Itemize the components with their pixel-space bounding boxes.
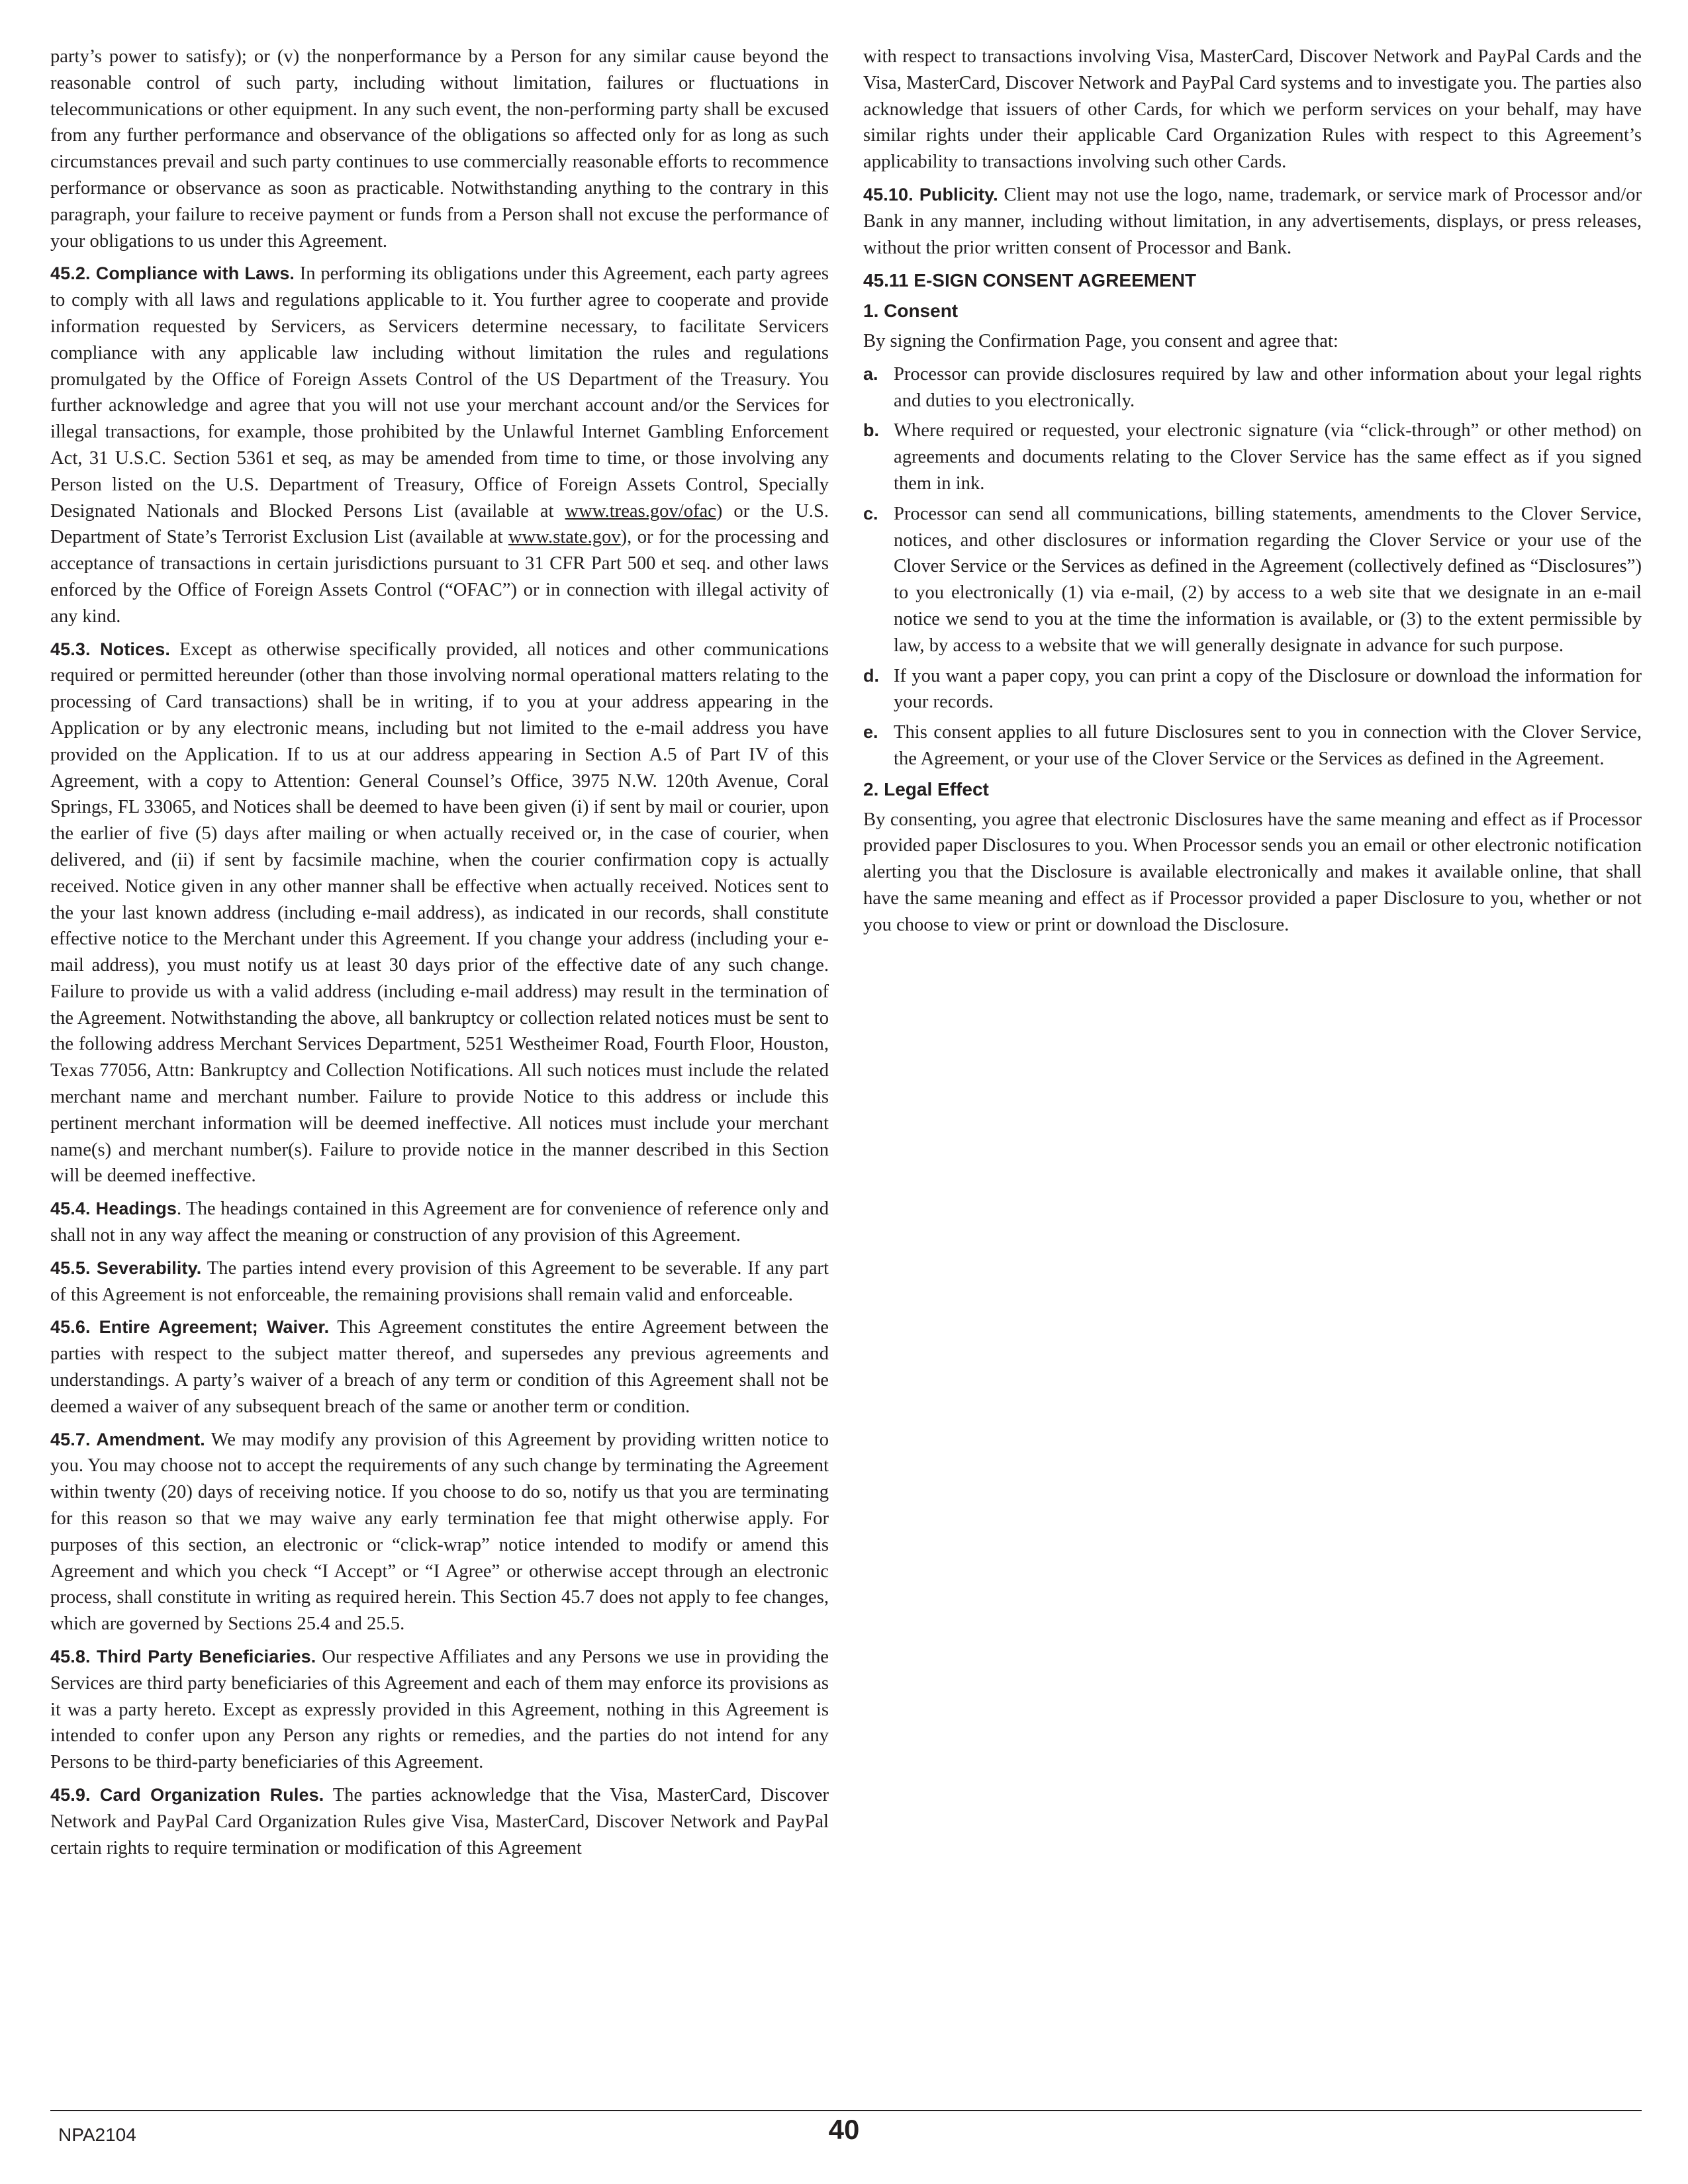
section-text: Client may not use the logo, name, trademark, or service mark of Processor and/or Bank in any manner, including without limitation, in any advertisements, displays, or press releases, without the prior written consent of Processor and Bank. — [863, 184, 1642, 258]
consent-list — [863, 361, 1642, 772]
document-code: NPA2104 — [58, 2124, 136, 2145]
legal-effect-heading: 2. Legal Effect — [863, 778, 989, 799]
list-marker: a. — [863, 363, 878, 384]
page-number: 40 — [828, 2114, 860, 2145]
section-text: In performing its obligations under this Agreement, each party agrees to comply with all laws and regulations applicable to it. You further agree to cooperate and provide information requested by Servicers, as Servicers determine necessary, to facilitate Servicers compliance with any applicable law including without limitation the rules and regulations promulgated by the Office of Foreign Assets Control of the US Department of the Treasury. You further acknowledge and agree that you will not use your merchant account and/or the Services for illegal transactions, for example, those prohibited by the Unlawful Internet Gambling Enforcement Act, 31 U.S.C. Section 5361 et seq, as may be amended from time to time, or those involving any Person listed on the U.S. Department of Treasury, Office of Foreign Assets Control, Specially Designated Nationals and Blocked Persons List (available at — [50, 263, 829, 522]
section-45-5 — [50, 1255, 829, 1308]
section-heading: 45.4. Headings — [50, 1199, 177, 1219]
section-heading: 45.5. Severability. — [50, 1257, 202, 1278]
section-heading: 45.8. Third Party Beneficiaries. — [50, 1647, 316, 1667]
section-45-9 — [50, 1782, 829, 1861]
section-text: We may modify any provision of this Agreement by providing written notice to you. You may choose not to accept the requirements of any such change by terminating the Agreement within twenty (20) days of receiving notice. If you choose to do so, notify us that you are terminating for this reason so that we may waive any early termination fee that might otherwise apply. For purposes of this section, an electronic or “click-wrap” notice intended to modify or amend this Agreement and which you check “I Accept” or “I Agree” or otherwise accept through an electronic process, shall constitute in writing as required herein. This Section 45.7 does not apply to fee changes, which are governed by Sections 25.4 and 25.5. — [50, 1429, 829, 1635]
section-45-2 — [50, 261, 829, 629]
section-heading: 45.9. Card Organization Rules. — [50, 1785, 324, 1805]
section-45-7 — [50, 1427, 829, 1637]
list-item — [863, 719, 1642, 772]
section-heading: 45.7. Amendment. — [50, 1429, 205, 1449]
list-item — [863, 501, 1642, 659]
list-item — [863, 663, 1642, 716]
list-marker: e. — [863, 722, 878, 743]
section-text: . The headings contained in this Agreement are for convenience of reference only and shall not in any way affect the meaning or construction of any provision of this Agreement. — [50, 1199, 829, 1246]
list-item-text: Processor can send all communications, billing statements, amendments to the Clover Service, notices, and other disclosures or information regarding the Clover Service or your use of the Clover Service or the Services as defined in the Agreement (collectively defined as “Disclosures”) to you electronically (1) via e-mail, (2) by access to a web site that we designate in an e-mail notice we send to you at the time the information is available, or (3) to the extent permissible by law, by access to a website that we will generally designate in advance for such purpose. — [894, 503, 1642, 656]
section-text: The parties intend every provision of this Agreement to be severable. If any part of this Agreement is not enforceable, the remaining provisions shall remain valid and enforceable. — [50, 1257, 829, 1305]
section-45-6 — [50, 1314, 829, 1420]
list-item — [863, 361, 1642, 414]
section-45-3 — [50, 637, 829, 1190]
section-heading: 45.6. Entire Agreement; Waiver. — [50, 1317, 330, 1338]
list-marker: b. — [863, 420, 879, 441]
section-text: ) or the U.S. Department of State’s Terrorist Exclusion List (available at — [50, 500, 829, 548]
section-heading: 45.2. Compliance with Laws. — [50, 263, 295, 284]
link-treas-ofac[interactable]: www.treas.gov/ofac — [565, 500, 716, 522]
esign-heading: 45.11 E-SIGN CONSENT AGREEMENT — [863, 270, 1197, 291]
section-heading: 45.3. Notices. — [50, 639, 170, 659]
link-state-gov[interactable]: www.state.gov — [508, 527, 621, 548]
section-text: Our respective Affiliates and any Persons we use in providing the Services are third party beneficiaries of this Agreement and each of them may enforce its provisions as it was a party hereto. Except as expressly provided in this Agreement, nothing in this Agreement is intended to confer upon any Person any rights or remedies, and the parties do not intend for any Persons to be third-party beneficiaries of this Agreement. — [50, 1647, 829, 1773]
list-item — [863, 418, 1642, 496]
section-text: The parties acknowledge that the Visa, MasterCard, Discover Network and PayPal Card Organization Rules give Visa, MasterCard, Discover Network and PayPal certain rights to require termination or modification of this Agreement — [50, 1785, 829, 1858]
legal-effect-text: By consenting, you agree that electronic Disclosures have the same meaning and effect as if Processor provided paper Disclosures to you. When Processor sends you an email or other electronic notification alerting you that the Disclosure is available electronically and makes it available online, that shall have the same meaning and effect as if Processor provided a paper Disclosure to you, whether or not you choose to view or print or download the Disclosure. — [863, 809, 1642, 935]
right-column — [863, 44, 1642, 938]
footer-divider — [50, 2110, 1642, 2111]
paragraph-force-majeure-continued: party’s power to satisfy); or (v) the nonperformance by a Person for any similar cause beyond the reasonable control of such party, including without limitation, failures or fluctuations in telecommunications or other equipment. In any such event, the non-performing party shall be excused from any further performance and observance of the obligations so affected only for as long as such circumstances prevail and such party continues to use commercially reasonable efforts to recommence performance or observance as soon as practicable. Notwithstanding anything to the contrary in this paragraph, your failure to receive payment or funds from a Person shall not excuse the performance of your obligations to us under this Agreement. — [50, 46, 829, 251]
section-45-9-continued: with respect to transactions involving Visa, MasterCard, Discover Network and PayPal Cards and the Visa, MasterCard, Discover Network and PayPal Card systems and to investigate you. The parties also acknowledge that issuers of other Cards, for which we perform services on your behalf, may have similar rights under their applicable Card Organization Rules with respect to this Agreement’s applicability to transactions involving such other Cards. — [863, 46, 1642, 173]
section-text: ), or for the processing and acceptance of transactions in certain jurisdictions pursuant to 31 CFR Part 500 et seq. and other laws enforced by the Office of Foreign Assets Control (“OFAC”) or in connection with illegal activity of any kind. — [50, 527, 829, 627]
left-column — [50, 44, 829, 1861]
list-marker: c. — [863, 503, 878, 523]
section-45-8 — [50, 1644, 829, 1776]
consent-intro: By signing the Confirmation Page, you consent and agree that: — [863, 330, 1338, 351]
section-45-10 — [863, 182, 1642, 261]
section-heading: 45.10. Publicity. — [863, 184, 998, 205]
consent-heading: 1. Consent — [863, 300, 959, 322]
section-45-4 — [50, 1196, 829, 1249]
list-item-text: Processor can provide disclosures required by law and other information about your legal rights and duties to you electronically. — [894, 363, 1642, 411]
section-text: This Agreement constitutes the entire Agreement between the parties with respect to the subject matter thereof, and supersedes any previous agreements and understandings. A party’s waiver of a breach of any term or condition of this Agreement shall not be deemed a waiver of any subsequent breach of the same or another term or condition. — [50, 1317, 829, 1417]
list-item-text: Where required or requested, your electronic signature (via “click-through” or other method) on agreements and documents relating to the Clover Service has the same effect as if you signed them in ink. — [894, 420, 1642, 494]
list-item-text: If you want a paper copy, you can print a copy of the Disclosure or download the information for your records. — [894, 665, 1642, 713]
list-item-text: This consent applies to all future Disclosures sent to you in connection with the Clover Service, the Agreement, or your use of the Clover Service or the Services as defined in the Agreement. — [894, 722, 1642, 769]
section-text: Except as otherwise specifically provided, all notices and other communications required or permitted hereunder (other than those involving normal operational matters relating to the processing of Card transactions) shall be in writing, if to you at your address appearing in the Application or by any electronic means, including but not limited to the e-mail address you have provided on the Application. If to us at our address appearing in Section A.5 of Part IV of this Agreement, with a copy to Attention: General Counsel’s Office, 3975 N.W. 120th Avenue, Coral Springs, FL 33065, and Notices shall be deemed to have been given (i) if sent by mail or courier, upon the earlier of five (5) days after mailing or when actually received or, in the case of courier, when delivered, and (ii) if sent by facsimile machine, when the courier confirmation copy is actually received. Notice given in any other manner shall be effective when actually received. Notices sent to the your last known address (including e-mail address), as indicated in our records, shall constitute effective notice to the Merchant under this Agreement. If you change your address (including your e-mail address), you must notify us at least 30 days prior of the effective date of any such change. Failure to provide us with a valid address (including e-mail address) may result in the termination of the Agreement. Notwithstanding the above, all bankruptcy or collection related notices must be sent to the following address Merchant Services Department, 5251 Westheimer Road, Fourth Floor, Houston, Texas 77056, Attn: Bankruptcy and Collection Notifications. All such notices must include the related merchant name and merchant number. Failure to provide Notice to this address or include this pertinent merchant information will be deemed ineffective. All notices must include your merchant name(s) and merchant number(s). Failure to provide notice in the manner described in this Section will be deemed ineffective. — [50, 639, 829, 1187]
list-marker: d. — [863, 665, 879, 686]
